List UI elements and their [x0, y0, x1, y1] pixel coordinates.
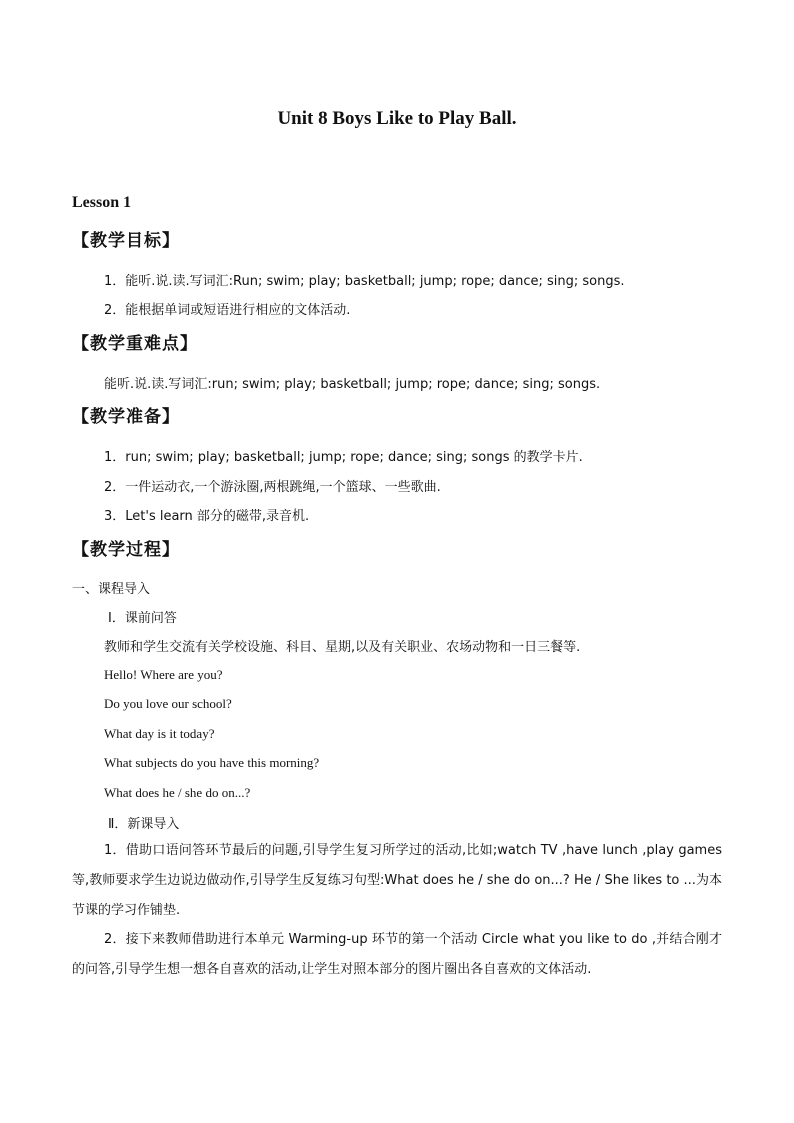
- process-sub1-desc: 教师和学生交流有关学校设施、科目、星期,以及有关职业、农场动物和一日三餐等.: [104, 640, 581, 655]
- question-2: Do you love our school?: [104, 696, 232, 711]
- preparation-heading: 【教学准备】: [72, 407, 180, 427]
- lesson-label: Lesson 1: [72, 194, 132, 211]
- question-5: What does he / she do on...?: [104, 785, 251, 800]
- process-heading: 【教学过程】: [72, 540, 180, 560]
- objectives-heading: 【教学目标】: [72, 231, 180, 251]
- question-3: What day is it today?: [104, 726, 215, 741]
- objective-item-2: 2．能根据单词或短语进行相应的文体活动.: [104, 303, 351, 318]
- process-sub2-paragraph-1: 1．借助口语问答环节最后的问题,引导学生复习所学过的活动,比如;watch TV ,have lunch ,play games 等,教师要求学生边说边做动作,引导学生反复练习句型:What does he / she do on...? He / She likes to ...为本节课的学习作铺垫.: [72, 843, 722, 918]
- process-sub1-title: Ⅰ．课前问答: [108, 611, 177, 626]
- key-points-text: 能听.说.读.写词汇:run; swim; play; basketball; jump; rope; dance; sing; songs.: [104, 377, 601, 392]
- objective-item-1: 1．能听.说.读.写词汇:Run; swim; play; basketball; jump; rope; dance; sing; songs.: [104, 274, 625, 289]
- key-points-heading: 【教学重难点】: [72, 334, 198, 354]
- preparation-item-1: 1．run; swim; play; basketball; jump; rope; dance; sing; songs 的教学卡片.: [104, 450, 583, 465]
- process-part1-title: 一、课程导入: [72, 582, 151, 597]
- question-1: Hello! Where are you?: [104, 667, 223, 682]
- question-4: What subjects do you have this morning?: [104, 755, 320, 770]
- document-title: Unit 8 Boys Like to Play Ball.: [277, 108, 517, 129]
- process-sub2-paragraph-2: 2．接下来教师借助进行本单元 Warming-up 环节的第一个活动 Circle what you like to do ,并结合刚才的问答,引导学生想一想各自喜欢的活动,让学生对照本部分的图片圈出各自喜欢的文体活动.: [72, 932, 722, 977]
- preparation-item-3: 3．Let's learn 部分的磁带,录音机.: [104, 509, 310, 524]
- process-sub2-title: Ⅱ．新课导入: [108, 817, 180, 832]
- preparation-item-2: 2．一件运动衣,一个游泳圈,两根跳绳,一个篮球、一些歌曲.: [104, 480, 441, 495]
